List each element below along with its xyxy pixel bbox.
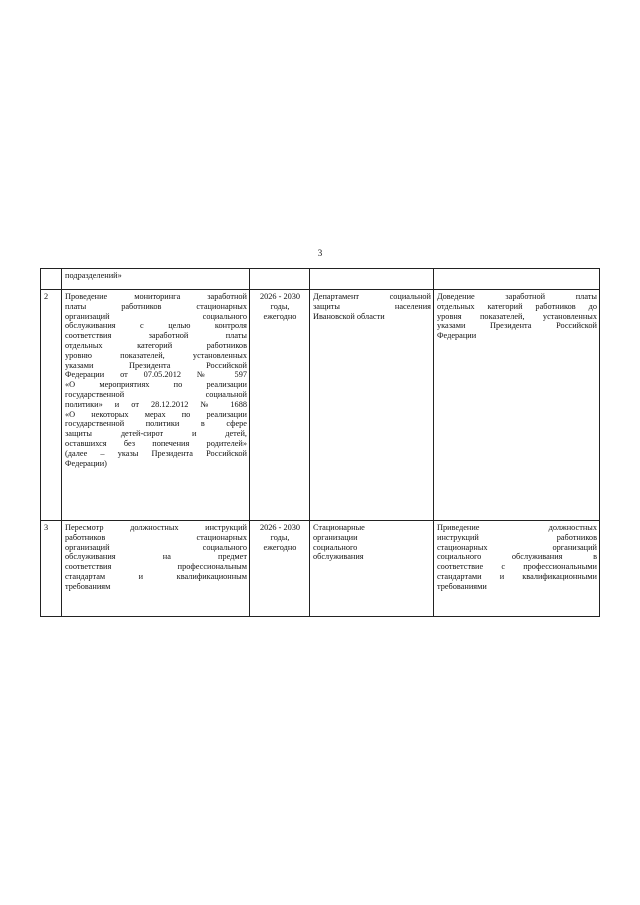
- cell-text-line: социального: [313, 542, 358, 552]
- cell-text-line: подразделений»: [65, 271, 122, 280]
- table-row: [41, 521, 600, 617]
- cell-text-line: Проведение мониторинга заработной: [65, 292, 247, 301]
- cell-text-line: стационарных организаций: [437, 542, 597, 552]
- cell-text-line: требованиям: [65, 581, 111, 591]
- cell-text-line: «О мероприятиях по реализации: [65, 380, 247, 390]
- cell-text-line: «О некоторых мерах по реализации: [65, 409, 247, 419]
- cell-text-line: годы,: [270, 532, 290, 542]
- measure-cell: [62, 521, 250, 617]
- table-row: [41, 290, 600, 521]
- row-number-cell: [41, 269, 62, 290]
- cell-text-line: платы работников стационарных: [65, 301, 247, 311]
- measures-table-body: [41, 269, 600, 617]
- page-number: 3: [317, 248, 323, 258]
- cell-text-line: обслуживания с целью контроля: [65, 321, 247, 331]
- cell-text-line: обслуживания на предмет: [65, 552, 247, 562]
- cell-text-line: Федерации от 07.05.2012 № 597: [65, 370, 247, 380]
- cell-text-line: Стационарные: [313, 523, 365, 532]
- cell-text-line: работников стационарных: [65, 532, 247, 542]
- cell-text-line: (далее – указы Президента Российской: [65, 448, 247, 458]
- cell-text-line: отдельных категорий работников до: [437, 301, 597, 311]
- cell-text-line: организаций социального: [65, 542, 247, 552]
- cell-text-line: оставшихся без попечения родителей»: [65, 438, 247, 448]
- measure-cell: [62, 290, 250, 521]
- result-cell: [434, 290, 600, 521]
- cell-text-line: отдельных категорий работников: [65, 340, 247, 350]
- cell-text-line: ежегодно: [263, 311, 297, 321]
- cell-text-line: уровня показателей, установленных: [437, 311, 597, 321]
- cell-text-line: соответствия профессиональным: [65, 562, 247, 572]
- cell-text-line: организаций социального: [65, 311, 247, 321]
- cell-text-line: 2026 - 2030: [259, 292, 301, 301]
- cell-text-line: Федерации): [65, 458, 107, 468]
- measure-cell: [62, 269, 250, 290]
- cell-text-line: стандартам и квалификационным: [65, 571, 247, 581]
- cell-text-line: защиты детей-сирот и детей,: [65, 429, 247, 439]
- cell-text-line: стандартами и квалификационными: [437, 571, 597, 581]
- cell-text-line: Ивановской области: [313, 311, 385, 321]
- measures-table: [40, 268, 600, 617]
- cell-text-line: соответствие с профессиональными: [437, 562, 597, 572]
- cell-text-line: годы,: [270, 301, 290, 311]
- cell-text-line: инструкций работников: [437, 532, 597, 542]
- term-cell: [250, 521, 310, 617]
- cell-text-line: Федерации: [437, 331, 477, 341]
- cell-text-line: указами Президента Российской: [437, 321, 597, 331]
- cell-text-line: организации: [313, 532, 358, 542]
- row-number-cell: 2: [41, 290, 62, 521]
- table-row-continuation: [41, 269, 600, 290]
- cell-text-line: Департамент социальной: [313, 292, 431, 301]
- term-cell: [250, 290, 310, 521]
- cell-text-line: требованиями: [437, 581, 487, 591]
- cell-text-line: Приведение должностных: [437, 523, 597, 532]
- executor-cell: [310, 521, 434, 617]
- result-cell: [434, 521, 600, 617]
- cell-text-line: социального обслуживания в: [437, 552, 597, 562]
- result-cell: [434, 269, 600, 290]
- cell-text-line: Пересмотр должностных инструкций: [65, 523, 247, 532]
- executor-cell: [310, 290, 434, 521]
- cell-text-line: государственной политики в сфере: [65, 419, 247, 429]
- row-number-cell: 3: [41, 521, 62, 617]
- cell-text-line: соответствия заработной платы: [65, 331, 247, 341]
- term-cell: [250, 269, 310, 290]
- cell-text-line: указами Президента Российской: [65, 360, 247, 370]
- cell-text-line: Доведение заработной платы: [437, 292, 597, 301]
- cell-text-line: 2026 - 2030: [259, 523, 301, 532]
- cell-text-line: защиты населения: [313, 301, 431, 311]
- cell-text-line: обслуживания: [313, 552, 364, 562]
- cell-text-line: уровню показателей, установленных: [65, 350, 247, 360]
- executor-cell: [310, 269, 434, 290]
- cell-text-line: ежегодно: [263, 542, 297, 552]
- cell-text-line: государственной социальной: [65, 389, 247, 399]
- cell-text-line: политики» и от 28.12.2012 № 1688: [65, 399, 247, 409]
